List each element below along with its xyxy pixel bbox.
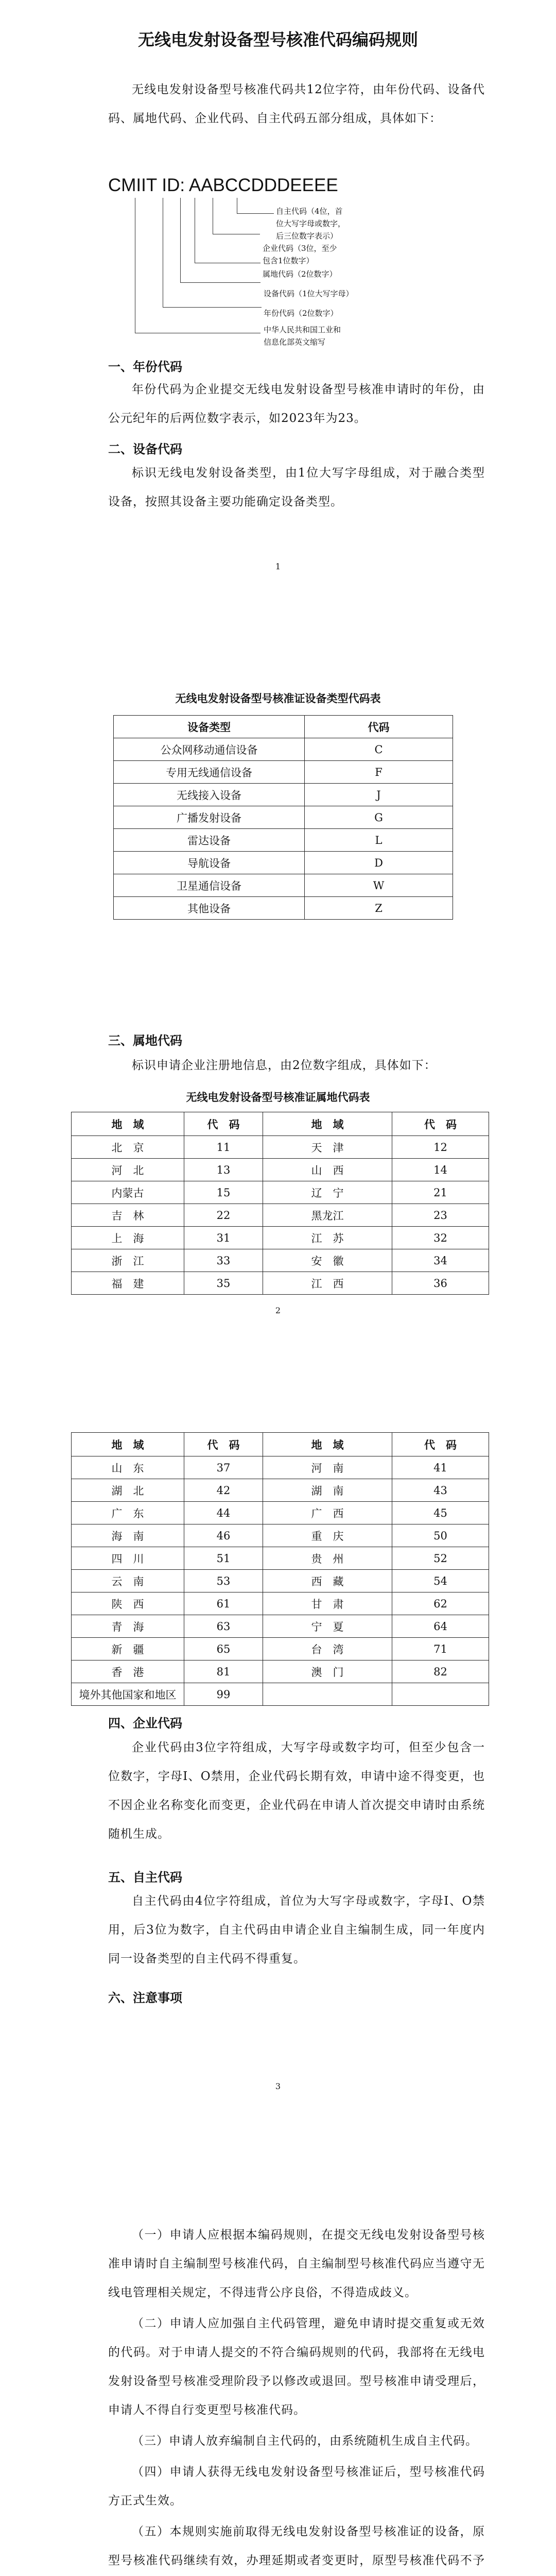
table-row <box>72 1136 489 1159</box>
section-text-company: 企业代码由3位字符组成，大写字母或数字均可，但至少包含一位数字，字母I、O禁用，企业代码长期有效，申请中途不得变更，也不因企业名称变化而变更，企业代码在申请人首次提交申请时由系统随机生成。 <box>108 1741 485 1841</box>
table-cell: 河 北 <box>72 1159 184 1181</box>
table-cell: 浙 江 <box>72 1249 184 1272</box>
table-header: 地 域 <box>72 1433 184 1456</box>
table-cell: 黑龙江 <box>263 1204 392 1227</box>
table-cell: 青 海 <box>72 1615 184 1638</box>
table-cell: 广 东 <box>72 1502 184 1524</box>
table-cell: 新 疆 <box>72 1638 184 1660</box>
table-row <box>72 1249 489 1272</box>
table-cell: 境外其他国家和地区 <box>72 1683 184 1706</box>
table-row <box>114 897 453 920</box>
table-row <box>72 1502 489 1524</box>
table-cell: 江 苏 <box>263 1227 392 1249</box>
section-heading-device: 二、设备代码 <box>108 442 182 456</box>
note-item: （五）本规则实施前取得无线电发射设备型号核准证的设备，原型号核准代码继续有效，办理延期或者变更时，原型号核准代码不予 <box>108 2525 485 2567</box>
table-cell: 香 港 <box>72 1660 184 1683</box>
table-row <box>72 1524 489 1547</box>
table-cell: F <box>305 761 453 784</box>
device-table-caption: 无线电发射设备型号核准证设备类型代码表 <box>175 692 381 705</box>
table-cell: 34 <box>392 1249 489 1272</box>
section-heading-self: 五、自主代码 <box>108 1870 182 1885</box>
table-cell: 卫星通信设备 <box>114 874 305 897</box>
table-row <box>114 784 453 806</box>
table-cell: 贵 州 <box>263 1547 392 1570</box>
table-cell: 12 <box>392 1136 489 1159</box>
table-row <box>114 738 453 761</box>
note-item: （一）申请人应根据本编码规则，在提交无线电发射设备型号核准申请时自主编制型号核准代码，自主编制型号核准代码应当遵守无线电管理相关规定，不得违背公序良俗，不得造成歧义。 <box>108 2228 485 2299</box>
table-cell: 无线接入设备 <box>114 784 305 806</box>
table-cell: 北 京 <box>72 1136 184 1159</box>
table-cell: 台 湾 <box>263 1638 392 1660</box>
table-cell: 安 徽 <box>263 1249 392 1272</box>
table-row <box>72 1181 489 1204</box>
table-row <box>72 1227 489 1249</box>
table-cell: 广 西 <box>263 1502 392 1524</box>
table-header: 代 码 <box>392 1433 489 1456</box>
id-example: CMIIT ID: AABCCDDDEEEE <box>108 175 338 195</box>
table-row <box>72 1272 489 1295</box>
note-item: （三）申请人放弃编制自主代码的，由系统随机生成自主代码。 <box>132 2434 478 2448</box>
table-cell: 重 庆 <box>263 1524 392 1547</box>
table-cell: 43 <box>392 1479 489 1502</box>
table-cell: 52 <box>392 1547 489 1570</box>
section-text-year: 年份代码为企业提交无线电发射设备型号核准申请时的年份，由公元纪年的后两位数字表示，如2023年为23。 <box>108 383 485 425</box>
table-row <box>72 1547 489 1570</box>
table-cell: 99 <box>184 1683 263 1706</box>
table-row <box>114 761 453 784</box>
section-text-device: 标识无线电发射设备类型，由1位大写字母组成，对于融合类型设备，按照其设备主要功能确定设备类型。 <box>108 466 485 509</box>
page-number: 3 <box>275 2081 281 2091</box>
table-cell: 澳 门 <box>263 1660 392 1683</box>
table-header: 地 域 <box>72 1112 184 1136</box>
table-cell: 46 <box>184 1524 263 1547</box>
notes-list <box>108 2221 485 2576</box>
table-row <box>72 1660 489 1683</box>
table-cell: 50 <box>392 1524 489 1547</box>
table-row <box>114 829 453 852</box>
table-row <box>72 1204 489 1227</box>
region-table-caption: 无线电发射设备型号核准证属地代码表 <box>186 1091 370 1104</box>
table-row <box>114 852 453 874</box>
table-cell: 四 川 <box>72 1547 184 1570</box>
annotation-self-code: 自主代码（4位，首位大写字母或数字，后三位数字表示） <box>276 207 346 241</box>
table-cell: 11 <box>184 1136 263 1159</box>
table-cell: 13 <box>184 1159 263 1181</box>
table-cell: 海 南 <box>72 1524 184 1547</box>
table-cell: 35 <box>184 1272 263 1295</box>
table-cell: 65 <box>184 1638 263 1660</box>
intro-paragraph: 无线电发射设备型号核准代码共12位字符，由年份代码、设备代码、属地代码、企业代码、自主代码五部分组成，具体如下： <box>108 83 485 125</box>
section-text-region: 标识申请企业注册地信息，由2位数字组成，具体如下： <box>132 1059 437 1072</box>
table-row <box>72 1570 489 1592</box>
table-cell: 湖 北 <box>72 1479 184 1502</box>
table-cell: 云 南 <box>72 1570 184 1592</box>
table-cell: 44 <box>184 1502 263 1524</box>
table-row <box>72 1159 489 1181</box>
table-cell: 江 西 <box>263 1272 392 1295</box>
table-cell: 其他设备 <box>114 897 305 920</box>
table-cell: 导航设备 <box>114 852 305 874</box>
table-cell: 陕 西 <box>72 1592 184 1615</box>
annotation-year-code: 年份代码（2位数字） <box>264 309 338 318</box>
table-header: 代 码 <box>184 1112 263 1136</box>
table-cell <box>392 1683 489 1706</box>
region-table-part2 <box>71 1432 489 1706</box>
table-cell: 22 <box>184 1204 263 1227</box>
note-item: （四）申请人获得无线电发射设备型号核准证后，型号核准代码方正式生效。 <box>108 2465 485 2507</box>
device-type-table <box>113 715 453 920</box>
table-cell: 天 津 <box>263 1136 392 1159</box>
table-cell: J <box>305 784 453 806</box>
table-cell: 内蒙古 <box>72 1181 184 1204</box>
table-cell: 21 <box>392 1181 489 1204</box>
table-cell: 宁 夏 <box>263 1615 392 1638</box>
table-cell: 82 <box>392 1660 489 1683</box>
table-cell: 45 <box>392 1502 489 1524</box>
table-cell: 23 <box>392 1204 489 1227</box>
annotation-device-code: 设备代码（1位大写字母） <box>264 289 354 298</box>
table-cell: 湖 南 <box>263 1479 392 1502</box>
table-cell: 71 <box>392 1638 489 1660</box>
table-row <box>114 806 453 829</box>
page-number: 1 <box>275 562 281 571</box>
page-number: 2 <box>275 1306 281 1315</box>
table-cell: C <box>305 738 453 761</box>
table-row <box>72 1456 489 1479</box>
table-cell: 14 <box>392 1159 489 1181</box>
annotation-region-code: 属地代码（2位数字） <box>263 269 337 279</box>
section-heading-year: 一、年份代码 <box>108 360 182 374</box>
table-row <box>72 1683 489 1706</box>
table-cell: 上 海 <box>72 1227 184 1249</box>
table-cell: 61 <box>184 1592 263 1615</box>
table-header: 地 域 <box>263 1112 392 1136</box>
table-header: 代 码 <box>184 1433 263 1456</box>
annotation-company-code: 企业代码（3位，至少包含1位数字） <box>263 244 337 265</box>
table-row <box>72 1615 489 1638</box>
table-cell: 42 <box>184 1479 263 1502</box>
table-cell: 53 <box>184 1570 263 1592</box>
table-row <box>72 1592 489 1615</box>
table-cell <box>263 1683 392 1706</box>
table-cell: 西 藏 <box>263 1570 392 1592</box>
table-row <box>72 1479 489 1502</box>
table-header: 地 域 <box>263 1433 392 1456</box>
table-cell: 山 东 <box>72 1456 184 1479</box>
table-cell: 36 <box>392 1272 489 1295</box>
table-cell: 吉 林 <box>72 1204 184 1227</box>
table-cell: 甘 肃 <box>263 1592 392 1615</box>
table-cell: D <box>305 852 453 874</box>
section-heading-notes: 六、注意事项 <box>108 1991 182 2005</box>
table-cell: 河 南 <box>263 1456 392 1479</box>
table-cell: W <box>305 874 453 897</box>
table-cell: 广播发射设备 <box>114 806 305 829</box>
table-row <box>72 1638 489 1660</box>
table-cell: L <box>305 829 453 852</box>
table-cell: 专用无线通信设备 <box>114 761 305 784</box>
table-cell: 福 建 <box>72 1272 184 1295</box>
table-cell: Z <box>305 897 453 920</box>
table-cell: 62 <box>392 1592 489 1615</box>
table-cell: 公众网移动通信设备 <box>114 738 305 761</box>
table-cell: 32 <box>392 1227 489 1249</box>
table-header: 设备类型 <box>114 716 305 738</box>
table-header: 代码 <box>305 716 453 738</box>
table-cell: 51 <box>184 1547 263 1570</box>
note-item: （二）申请人应加强自主代码管理，避免申请时提交重复或无效的代码。对于申请人提交的不符合编码规则的代码，我部将在无线电发射设备型号核准受理阶段予以修改或退回。型号核准申请受理后，申请人不得自行变更型号核准代码。 <box>108 2317 485 2417</box>
table-cell: 31 <box>184 1227 263 1249</box>
table-cell: 63 <box>184 1615 263 1638</box>
table-cell: 81 <box>184 1660 263 1683</box>
table-cell: 15 <box>184 1181 263 1204</box>
table-cell: 41 <box>392 1456 489 1479</box>
table-cell: 54 <box>392 1570 489 1592</box>
section-heading-region: 三、属地代码 <box>108 1033 182 1048</box>
table-cell: 37 <box>184 1456 263 1479</box>
table-cell: G <box>305 806 453 829</box>
table-cell: 辽 宁 <box>263 1181 392 1204</box>
page-title: 无线电发射设备型号核准代码编码规则 <box>137 30 418 49</box>
section-text-self: 自主代码由4位字符组成，首位为大写字母或数字，字母I、O禁用，后3位为数字，自主代码由申请企业自主编制生成，同一年度内同一设备类型的自主代码不得重复。 <box>108 1894 485 1965</box>
table-cell: 64 <box>392 1615 489 1638</box>
table-cell: 雷达设备 <box>114 829 305 852</box>
table-row <box>114 874 453 897</box>
region-table-part1 <box>71 1112 489 1295</box>
annotation-cmiit-note: 中华人民共和国工业和信息化部英文缩写 <box>264 325 341 347</box>
section-heading-company: 四、企业代码 <box>108 1716 182 1731</box>
table-cell: 33 <box>184 1249 263 1272</box>
table-cell: 山 西 <box>263 1159 392 1181</box>
table-header: 代 码 <box>392 1112 489 1136</box>
